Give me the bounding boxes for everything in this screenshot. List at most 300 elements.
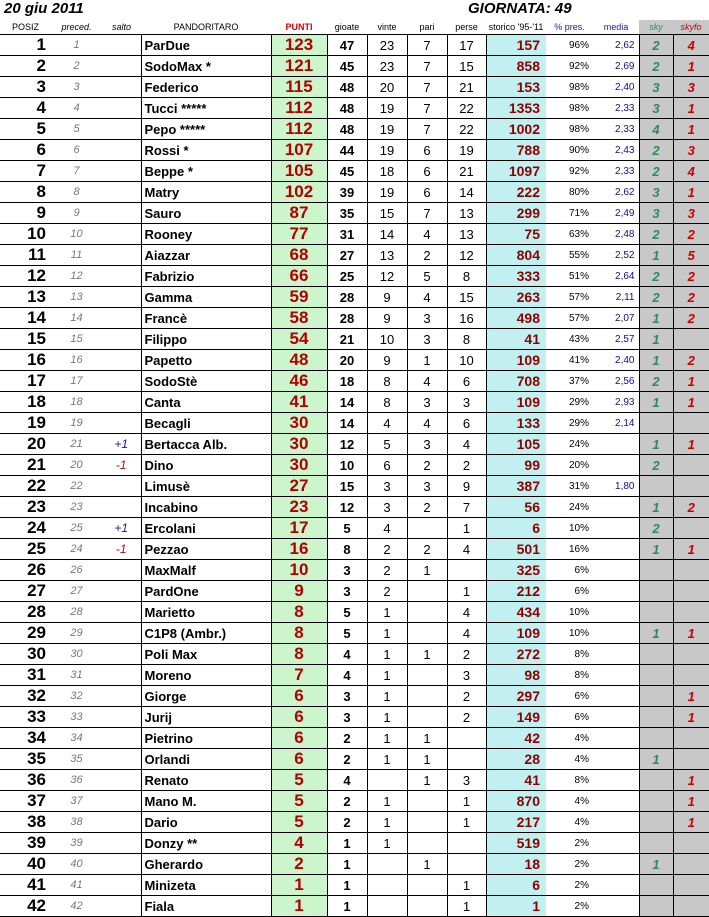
cell-pari: 4 (407, 371, 447, 392)
cell-pres: 29% (546, 413, 593, 434)
table-row (0, 371, 709, 392)
cell-skyfo (673, 602, 709, 623)
cell-player-name: Orlandi (141, 749, 271, 770)
cell-vinte: 4 (367, 518, 407, 539)
cell-salto (102, 812, 141, 833)
cell-media: 2,49 (593, 203, 639, 224)
cell-player-name: Rooney (141, 224, 271, 245)
cell-sky: 1 (639, 350, 673, 371)
cell-pari: 3 (407, 476, 447, 497)
cell-perse: 10 (447, 350, 486, 371)
cell-perse: 2 (447, 644, 486, 665)
cell-pari (407, 518, 447, 539)
cell-perse: 15 (447, 287, 486, 308)
cell-salto (102, 266, 141, 287)
cell-pres: 8% (546, 770, 593, 791)
cell-storico: 272 (486, 644, 546, 665)
cell-preced: 38 (51, 812, 102, 833)
cell-preced: 42 (51, 896, 102, 917)
cell-sky: 2 (639, 161, 673, 182)
cell-player-name: C1P8 (Ambr.) (141, 623, 271, 644)
cell-pres: 2% (546, 896, 593, 917)
cell-position: 3 (0, 77, 51, 98)
cell-punti: 30 (271, 434, 327, 455)
cell-salto (102, 896, 141, 917)
cell-storico: 708 (486, 371, 546, 392)
cell-pres: 6% (546, 560, 593, 581)
cell-storico: 42 (486, 728, 546, 749)
cell-media: 2,69 (593, 56, 639, 77)
cell-perse: 8 (447, 329, 486, 350)
cell-giocate: 4 (327, 665, 367, 686)
cell-skyfo: 3 (673, 77, 709, 98)
cell-salto (102, 581, 141, 602)
cell-position: 10 (0, 224, 51, 245)
cell-salto (102, 56, 141, 77)
cell-salto: -1 (102, 539, 141, 560)
cell-punti: 5 (271, 812, 327, 833)
cell-perse: 22 (447, 119, 486, 140)
cell-punti: 23 (271, 497, 327, 518)
cell-storico: 133 (486, 413, 546, 434)
cell-perse: 6 (447, 371, 486, 392)
cell-skyfo: 1 (673, 770, 709, 791)
cell-skyfo: 2 (673, 287, 709, 308)
cell-sky (639, 875, 673, 896)
cell-position: 33 (0, 707, 51, 728)
cell-punti: 41 (271, 392, 327, 413)
cell-salto (102, 665, 141, 686)
cell-player-name: Limusè (141, 476, 271, 497)
cell-preced: 32 (51, 686, 102, 707)
cell-player-name: Jurij (141, 707, 271, 728)
cell-storico: 217 (486, 812, 546, 833)
cell-preced: 12 (51, 266, 102, 287)
cell-media (593, 623, 639, 644)
cell-player-name: Papetto (141, 350, 271, 371)
cell-sky: 2 (639, 35, 673, 56)
cell-sky (639, 728, 673, 749)
cell-vinte: 20 (367, 77, 407, 98)
cell-player-name: Matry (141, 182, 271, 203)
cell-pres: 2% (546, 854, 593, 875)
cell-sky: 1 (639, 854, 673, 875)
cell-player-name: Incabino (141, 497, 271, 518)
cell-media: 1,80 (593, 476, 639, 497)
table-row (0, 182, 709, 203)
cell-salto (102, 707, 141, 728)
cell-salto (102, 161, 141, 182)
cell-pari: 1 (407, 728, 447, 749)
cell-preced: 17 (51, 371, 102, 392)
cell-position: 27 (0, 581, 51, 602)
cell-preced: 39 (51, 833, 102, 854)
cell-giocate: 12 (327, 497, 367, 518)
cell-position: 32 (0, 686, 51, 707)
cell-skyfo: 1 (673, 686, 709, 707)
cell-giocate: 15 (327, 476, 367, 497)
table-row (0, 812, 709, 833)
cell-salto (102, 98, 141, 119)
cell-giocate: 8 (327, 539, 367, 560)
cell-vinte: 4 (367, 413, 407, 434)
cell-vinte (367, 770, 407, 791)
cell-pari (407, 686, 447, 707)
table-row (0, 686, 709, 707)
cell-vinte: 1 (367, 812, 407, 833)
cell-storico: 212 (486, 581, 546, 602)
cell-storico: 804 (486, 245, 546, 266)
cell-salto (102, 602, 141, 623)
cell-punti: 115 (271, 77, 327, 98)
cell-position: 15 (0, 329, 51, 350)
cell-pari: 7 (407, 77, 447, 98)
cell-perse: 4 (447, 434, 486, 455)
cell-punti: 8 (271, 623, 327, 644)
cell-sky (639, 833, 673, 854)
cell-punti: 54 (271, 329, 327, 350)
cell-vinte: 1 (367, 623, 407, 644)
cell-giocate: 31 (327, 224, 367, 245)
table-row (0, 224, 709, 245)
cell-pari: 7 (407, 203, 447, 224)
cell-sky (639, 476, 673, 497)
cell-storico: 299 (486, 203, 546, 224)
cell-perse: 22 (447, 98, 486, 119)
cell-skyfo: 5 (673, 245, 709, 266)
cell-pres: 24% (546, 434, 593, 455)
cell-storico: 18 (486, 854, 546, 875)
cell-vinte: 1 (367, 833, 407, 854)
cell-perse: 13 (447, 203, 486, 224)
cell-player-name: Pietrino (141, 728, 271, 749)
cell-storico: 157 (486, 35, 546, 56)
cell-pres: 57% (546, 308, 593, 329)
cell-punti: 46 (271, 371, 327, 392)
cell-salto (102, 497, 141, 518)
cell-storico: 28 (486, 749, 546, 770)
cell-perse (447, 728, 486, 749)
cell-pres: 10% (546, 623, 593, 644)
cell-media (593, 665, 639, 686)
cell-position: 11 (0, 245, 51, 266)
cell-pres: 98% (546, 77, 593, 98)
cell-position: 20 (0, 434, 51, 455)
cell-punti: 77 (271, 224, 327, 245)
cell-preced: 35 (51, 749, 102, 770)
cell-storico: 870 (486, 791, 546, 812)
cell-pres: 4% (546, 749, 593, 770)
cell-vinte: 3 (367, 476, 407, 497)
cell-perse: 3 (447, 770, 486, 791)
cell-pari: 2 (407, 455, 447, 476)
cell-punti: 8 (271, 644, 327, 665)
cell-storico: 498 (486, 308, 546, 329)
cell-storico: 297 (486, 686, 546, 707)
cell-giocate: 1 (327, 875, 367, 896)
cell-storico: 788 (486, 140, 546, 161)
cell-perse: 6 (447, 413, 486, 434)
cell-pari: 1 (407, 350, 447, 371)
cell-giocate: 45 (327, 56, 367, 77)
cell-player-name: Beppe * (141, 161, 271, 182)
cell-pari: 1 (407, 854, 447, 875)
cell-preced: 16 (51, 350, 102, 371)
cell-salto (102, 308, 141, 329)
cell-pres: 8% (546, 644, 593, 665)
table-row (0, 392, 709, 413)
cell-punti: 123 (271, 35, 327, 56)
cell-vinte: 23 (367, 35, 407, 56)
cell-position: 13 (0, 287, 51, 308)
cell-skyfo (673, 455, 709, 476)
cell-giocate: 27 (327, 245, 367, 266)
cell-pres: 2% (546, 833, 593, 854)
cell-sky: 2 (639, 287, 673, 308)
cell-pres: 43% (546, 329, 593, 350)
cell-pres: 8% (546, 665, 593, 686)
cell-storico: 105 (486, 434, 546, 455)
col-header-skyfo: skyfo (673, 20, 709, 35)
cell-vinte: 1 (367, 707, 407, 728)
cell-position: 34 (0, 728, 51, 749)
cell-giocate: 14 (327, 413, 367, 434)
cell-media (593, 602, 639, 623)
cell-pres: 51% (546, 266, 593, 287)
cell-media (593, 455, 639, 476)
cell-punti: 48 (271, 350, 327, 371)
cell-storico: 1002 (486, 119, 546, 140)
cell-pari: 2 (407, 245, 447, 266)
cell-preced: 24 (51, 539, 102, 560)
cell-media (593, 518, 639, 539)
cell-perse: 16 (447, 308, 486, 329)
table-row (0, 497, 709, 518)
cell-position: 24 (0, 518, 51, 539)
col-header-vinte: vinte (367, 20, 407, 35)
table-row (0, 308, 709, 329)
cell-media: 2,62 (593, 182, 639, 203)
cell-preced: 5 (51, 119, 102, 140)
cell-media (593, 833, 639, 854)
cell-preced: 34 (51, 728, 102, 749)
cell-perse (447, 749, 486, 770)
cell-pari: 3 (407, 308, 447, 329)
table-row (0, 833, 709, 854)
cell-skyfo: 3 (673, 203, 709, 224)
cell-preced: 40 (51, 854, 102, 875)
cell-skyfo (673, 833, 709, 854)
cell-sky: 3 (639, 98, 673, 119)
cell-position: 29 (0, 623, 51, 644)
cell-skyfo (673, 854, 709, 875)
cell-skyfo: 1 (673, 98, 709, 119)
cell-player-name: Minizeta (141, 875, 271, 896)
cell-vinte: 18 (367, 161, 407, 182)
cell-salto (102, 623, 141, 644)
cell-punti: 6 (271, 686, 327, 707)
cell-vinte: 19 (367, 119, 407, 140)
cell-salto (102, 119, 141, 140)
cell-giocate: 5 (327, 623, 367, 644)
cell-pres: 4% (546, 728, 593, 749)
cell-giocate: 28 (327, 287, 367, 308)
cell-sky: 2 (639, 455, 673, 476)
cell-position: 14 (0, 308, 51, 329)
cell-preced: 21 (51, 434, 102, 455)
cell-salto (102, 749, 141, 770)
cell-media: 2,40 (593, 77, 639, 98)
cell-sky: 1 (639, 308, 673, 329)
cell-perse: 2 (447, 686, 486, 707)
cell-storico: 109 (486, 623, 546, 644)
cell-giocate: 1 (327, 854, 367, 875)
col-header-sky: sky (639, 20, 673, 35)
cell-sky: 2 (639, 224, 673, 245)
cell-pari (407, 875, 447, 896)
cell-preced: 11 (51, 245, 102, 266)
cell-storico: 1097 (486, 161, 546, 182)
cell-pari: 3 (407, 434, 447, 455)
cell-media (593, 791, 639, 812)
cell-media (593, 560, 639, 581)
cell-salto (102, 686, 141, 707)
table-row (0, 35, 709, 56)
table-row (0, 581, 709, 602)
cell-pres: 4% (546, 812, 593, 833)
cell-sky (639, 560, 673, 581)
cell-sky: 2 (639, 371, 673, 392)
cell-pari (407, 581, 447, 602)
standings-table (0, 20, 709, 917)
cell-giocate: 3 (327, 686, 367, 707)
cell-giocate: 5 (327, 602, 367, 623)
table-body (0, 35, 709, 917)
cell-vinte: 9 (367, 287, 407, 308)
cell-vinte: 1 (367, 644, 407, 665)
col-header-pres: % pres. (546, 20, 593, 35)
cell-giocate: 2 (327, 749, 367, 770)
cell-salto (102, 833, 141, 854)
cell-pari (407, 707, 447, 728)
cell-giocate: 1 (327, 896, 367, 917)
cell-sky: 2 (639, 518, 673, 539)
giornata-label: GIORNATA: 49 (468, 0, 572, 17)
table-row (0, 350, 709, 371)
cell-pari: 5 (407, 266, 447, 287)
cell-preced: 33 (51, 707, 102, 728)
cell-skyfo (673, 644, 709, 665)
cell-punti: 1 (271, 875, 327, 896)
cell-salto (102, 35, 141, 56)
cell-pres: 29% (546, 392, 593, 413)
cell-skyfo: 2 (673, 266, 709, 287)
cell-vinte: 2 (367, 539, 407, 560)
cell-salto (102, 392, 141, 413)
cell-player-name: Sauro (141, 203, 271, 224)
cell-giocate: 48 (327, 77, 367, 98)
cell-media (593, 728, 639, 749)
cell-giocate: 20 (327, 350, 367, 371)
cell-salto (102, 770, 141, 791)
cell-pari: 4 (407, 224, 447, 245)
cell-media: 2,11 (593, 287, 639, 308)
cell-giocate: 3 (327, 560, 367, 581)
cell-vinte: 2 (367, 581, 407, 602)
cell-storico: 6 (486, 875, 546, 896)
cell-vinte: 1 (367, 602, 407, 623)
cell-punti: 1 (271, 896, 327, 917)
cell-punti: 9 (271, 581, 327, 602)
cell-vinte: 9 (367, 308, 407, 329)
cell-perse: 2 (447, 455, 486, 476)
cell-perse: 1 (447, 518, 486, 539)
cell-sky (639, 665, 673, 686)
cell-salto (102, 287, 141, 308)
cell-punti: 8 (271, 602, 327, 623)
table-row (0, 476, 709, 497)
cell-position: 19 (0, 413, 51, 434)
cell-player-name: Francè (141, 308, 271, 329)
cell-player-name: Ercolani (141, 518, 271, 539)
cell-pres: 4% (546, 791, 593, 812)
cell-storico: 222 (486, 182, 546, 203)
cell-perse: 1 (447, 791, 486, 812)
cell-pres: 10% (546, 602, 593, 623)
cell-skyfo: 2 (673, 497, 709, 518)
cell-position: 7 (0, 161, 51, 182)
cell-punti: 4 (271, 833, 327, 854)
cell-punti: 16 (271, 539, 327, 560)
cell-pres: 16% (546, 539, 593, 560)
cell-sky: 2 (639, 56, 673, 77)
table-row (0, 119, 709, 140)
cell-position: 25 (0, 539, 51, 560)
cell-storico: 325 (486, 560, 546, 581)
cell-skyfo (673, 413, 709, 434)
cell-sky (639, 896, 673, 917)
cell-storico: 98 (486, 665, 546, 686)
cell-preced: 20 (51, 455, 102, 476)
cell-player-name: Poli Max (141, 644, 271, 665)
cell-punti: 30 (271, 413, 327, 434)
cell-preced: 25 (51, 518, 102, 539)
cell-salto (102, 203, 141, 224)
cell-pari: 1 (407, 644, 447, 665)
cell-sky: 1 (639, 497, 673, 518)
cell-giocate: 4 (327, 770, 367, 791)
cell-salto (102, 77, 141, 98)
cell-position: 16 (0, 350, 51, 371)
cell-punti: 10 (271, 560, 327, 581)
cell-pres: 37% (546, 371, 593, 392)
cell-vinte: 1 (367, 665, 407, 686)
cell-perse: 8 (447, 266, 486, 287)
cell-perse: 13 (447, 224, 486, 245)
cell-giocate: 35 (327, 203, 367, 224)
cell-pari: 2 (407, 497, 447, 518)
cell-pari: 7 (407, 119, 447, 140)
cell-media: 2,62 (593, 35, 639, 56)
cell-skyfo: 4 (673, 35, 709, 56)
col-header-media: media (593, 20, 639, 35)
cell-storico: 1353 (486, 98, 546, 119)
cell-skyfo: 4 (673, 161, 709, 182)
cell-position: 37 (0, 791, 51, 812)
cell-player-name: Pezzao (141, 539, 271, 560)
cell-preced: 26 (51, 560, 102, 581)
cell-sky (639, 770, 673, 791)
